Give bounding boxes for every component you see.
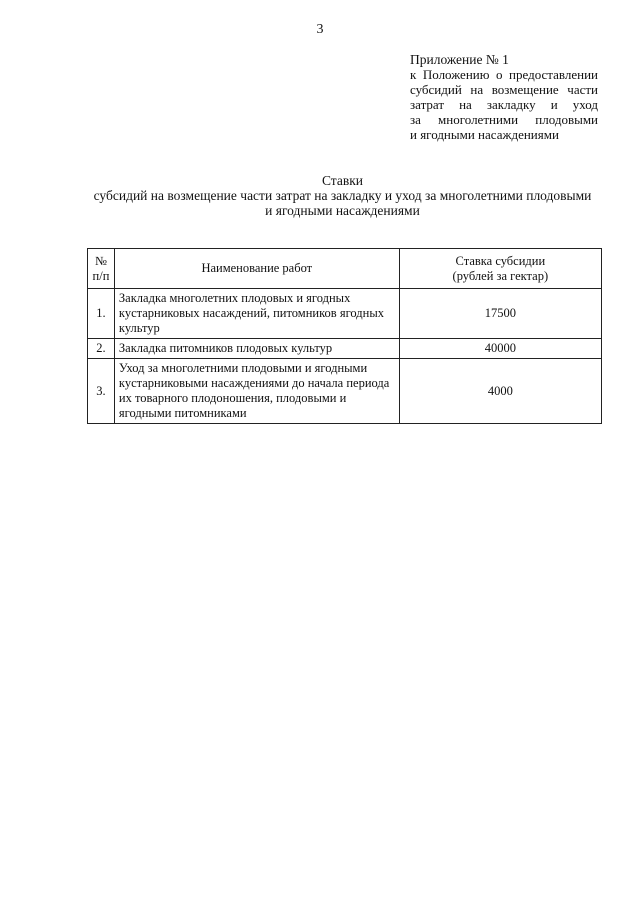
header-num-line1: № — [94, 253, 107, 268]
appendix-line: и ягодными насаждениями — [410, 127, 559, 142]
row-num: 2. — [88, 339, 115, 359]
appendix-title: Приложение № 1 — [410, 52, 509, 67]
document-heading — [70, 173, 615, 218]
row-num: 1. — [88, 289, 115, 339]
row-name: Закладка питомников плодовых культур — [114, 339, 399, 359]
rates-table — [87, 248, 602, 424]
appendix-line: к Положению о предоставлении — [410, 67, 598, 82]
page-number: 3 — [316, 22, 324, 37]
row-rate: 17500 — [399, 289, 601, 339]
header-name: Наименование работ — [114, 249, 399, 289]
header-rate-line1: Ставка субсидии — [455, 253, 546, 268]
header-num — [88, 249, 115, 289]
table-row — [88, 339, 602, 359]
appendix-line: за многолетними плодовыми — [410, 112, 598, 127]
header-rate-line2: (рублей за гектар) — [452, 268, 549, 283]
appendix-line: затрат на закладку и уход — [410, 97, 598, 112]
row-name: Закладка многолетних плодовых и ягодных кустарниковых насаждений, питомников ягодных культур — [114, 289, 399, 339]
table-header-row — [88, 249, 602, 289]
heading-subtitle-line2: и ягодными насаждениями — [265, 203, 420, 218]
row-rate: 4000 — [399, 359, 601, 424]
row-name: Уход за многолетними плодовыми и ягодными кустарниковыми насаждениями до начала периода их товарного плодоношения, плодовыми и ягодными питомниками — [114, 359, 399, 424]
appendix-note — [410, 52, 598, 142]
appendix-line: субсидий на возмещение части — [410, 82, 598, 97]
heading-subtitle-line1: субсидий на возмещение части затрат на закладку и уход за многолетними плодовыми — [93, 188, 592, 203]
row-num: 3. — [88, 359, 115, 424]
row-rate: 40000 — [399, 339, 601, 359]
heading-title: Ставки — [321, 173, 364, 188]
header-rate — [399, 249, 601, 289]
header-num-line2: п/п — [92, 268, 110, 283]
table-row — [88, 289, 602, 339]
table-row — [88, 359, 602, 424]
